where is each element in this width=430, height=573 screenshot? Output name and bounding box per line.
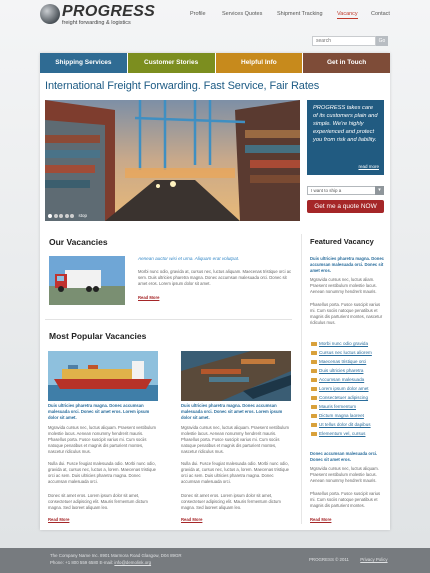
nav-helpful-info[interactable]: Helpful Info [216,53,304,73]
get-quote-button[interactable]: Get me a quote NOW [307,200,384,213]
slider-stop-button[interactable]: stop [78,213,88,218]
list-item[interactable]: Elementum vel, cursus [311,429,372,438]
footer-address: The Company Name Inc. 8901 Marmora Road Glasgow, D04 89GR [50,553,182,558]
slider-dot[interactable] [48,214,52,218]
topnav-shipment-tracking[interactable]: Shipment Tracking [277,11,323,17]
featured-links-list [311,339,372,438]
popular-col1-paragraph: Nulla dui. Fusce feugiat malesuada odio. Morbi nunc odio, gravida at, cursus nec, luctus a, lorem. Maecenas tristique orci ac sem. Duis ultricies pharetra magna. Donec accumsan malesuada orci. [48,461,156,484]
bullet-icon [311,387,317,391]
container-port-image [181,351,291,401]
nav-customer-stories[interactable]: Customer Stories [128,53,216,73]
search-go-button[interactable]: Go [376,36,388,46]
bullet-icon [311,378,317,382]
list-item[interactable]: Mauris fermentum [311,402,372,411]
list-item[interactable]: Cursus nec luctus aliorem [311,348,372,357]
list-item[interactable]: Dictum magna laoreet [311,411,372,420]
popular-col1-paragraph: Mgravida cursus nec, luctus aliquam. Praesent vestibulum molestie lacus. Aenean nonummy hendrerit mauris. Phasellus porta. Fusce suscipit varius mi. Cum sociis natoque penatibus et magnis dis parturient montes, nascetur ridiculus mus. [48,425,156,454]
footer-email-link[interactable]: info@demolink.org [114,560,152,565]
list-item[interactable]: Ut tellus dolor dit dapibus [311,420,372,429]
list-item[interactable]: Maecenas tristique orci [311,357,372,366]
featured-paragraph: Phasellus porta. Fusce suscipit varius mi. Cum sociis natoque penatibus et magnis dis parturient montes, nascetur ridiculus mus. [310,302,383,325]
brand-tagline: freight forwarding & logistics [62,20,131,26]
vacancy-link[interactable]: Aenean auctor wisi et urna. Aliquam erat volutpat. [138,256,240,261]
page-headline: International Freight Forwarding. Fast Service, Fair Rates [45,80,320,92]
slider-dot[interactable] [54,214,58,218]
popular-col2-read-more[interactable]: Read More [181,517,203,522]
top-navigation [185,11,395,21]
popular-col1-paragraph: Donec sit amet eros. Lorem ipsum dolor sit amet, consectetuer adipiscing elit. Mauris fermentum dictum magna. Sed laoreet aliquam leo. [48,493,148,510]
chevron-down-icon[interactable]: ▾ [375,186,384,195]
footer-phone: Phone: +1 800 559 6580 [50,560,99,565]
nav-get-in-touch[interactable]: Get in Touch [303,53,390,73]
our-vacancies-title: Our Vacancies [49,237,108,247]
topnav-profile[interactable]: Profile [190,11,206,17]
bullet-icon [311,342,317,346]
featured-lead: Donec accumsan malesuada orci. Donec sit amet eros. [310,451,378,462]
slider-pagination [48,213,87,218]
brand-name[interactable]: PROGRESS [62,3,156,20]
our-vacancies-read-more[interactable]: Read More [138,295,160,300]
promo-text: PROGRESS takes care of its customers plain and simple. We're highly experienced and protect you from risk and liability. [313,105,378,143]
slider-dot[interactable] [70,214,74,218]
most-popular-title: Most Popular Vacancies [49,331,147,341]
our-vacancies-text: Morbi nunc odio, gravida at, cursus nec, luctus aliquam. Maecenas tristique orci ac sem. Duis ultricies pharetra magna. Donec accumsan malesuada orci. Donec sit amet eros. Lorem ipsum dolor sit amet. [138,269,292,286]
list-item[interactable]: Accumsan malesuada [311,375,372,384]
bullet-icon [311,423,317,427]
footer [0,548,430,573]
featured-paragraph: Phasellus porta. Fusce suscipit varius mi. Cum sociis natoque penatibus et magnis dis parturient montes. [310,491,381,508]
cargo-ship-image [48,351,158,401]
main-navigation [40,53,390,73]
popular-col1-lead: Duis ultricies pharetra magna. Donec accumsan malesuada orci. Donec sit amet eros. Lorem ipsum dolor sit amet. [48,403,150,420]
globe-logo-icon[interactable] [40,4,60,24]
popular-col2-paragraph: Donec sit amet eros. Lorem ipsum dolor sit amet, consectetuer adipiscing elit. Mauris fermentum dictum magna. Sed laoreet aliquam leo. [181,493,281,510]
promo-read-more-link[interactable]: read more [358,164,379,169]
list-item[interactable]: Lorem ipsum dolor amet [311,384,372,393]
popular-col2-lead: Duis ultricies pharetra magna. Donec accumsan malesuada orci. Donec sit amet eros. Lorem ipsum dolor sit amet. [181,403,283,420]
port-cranes-illustration [45,100,300,221]
featured-paragraph: Mgravida cursus nec, luctus aliquam. Praesent vestibulum molestie lacus. Aenean nonummy hendrerit mauris. [310,466,379,483]
bullet-icon [311,369,317,373]
footer-email-label: E-mail: [99,560,114,565]
column-divider [301,234,302,524]
truck-image [49,256,125,305]
list-item[interactable]: Consectetuer adipiscing [311,393,372,402]
list-item[interactable]: Morbi nunc odio gravida [311,339,372,348]
popular-col1-read-more[interactable]: Read More [48,517,70,522]
ship-type-select[interactable]: I want to ship a [307,186,384,195]
footer-copyright: PROGRESS © 2011 [309,557,350,562]
promo-box [307,100,384,175]
footer-right [309,557,388,562]
privacy-policy-link[interactable]: Privacy Policy [360,557,388,562]
bullet-icon [311,432,317,436]
bullet-icon [311,360,317,364]
bullet-icon [311,396,317,400]
footer-address-block [50,552,182,566]
featured-paragraph: Mgravida cursus nec, luctus aliam. Praesent vestibulum molestie lacus. Aenean nonummy hendrerit mauris. [310,277,377,294]
hero-slider-image[interactable] [45,100,300,221]
bullet-icon [311,414,317,418]
divider [45,319,292,320]
popular-col2-paragraph: Nulla dui. Fusce feugiat malesuada odio. Morbi nunc odio, gravida at, cursus nec, luctus a, lorem. Maecenas tristique orci ac sem. Duis ultricies pharetra magna. Donec accumsan malesuada orci. [181,461,289,484]
nav-shipping-services[interactable]: Shipping Services [40,53,128,73]
bullet-icon [311,405,317,409]
featured-vacancy-title: Featured Vacancy [310,237,374,246]
slider-dot[interactable] [65,214,69,218]
slider-dot[interactable] [59,214,63,218]
list-item[interactable]: Duis ultricies pharetra [311,366,372,375]
footer-contact [50,559,182,566]
topnav-contact[interactable]: Contact [371,11,390,17]
bullet-icon [311,351,317,355]
popular-col2-paragraph: Mgravida cursus nec, luctus aliquam. Praesent vestibulum molestie lacus. Aenean nonummy hendrerit mauris. Phasellus porta. Fusce suscipit varius mi. Cum sociis natoque penatibus et magnis dis parturient montes, nascetur ridiculus mus. [181,425,289,454]
topnav-services-quotes[interactable]: Services Quotes [222,11,263,17]
search-input[interactable] [312,36,376,46]
featured-read-more[interactable]: Read More [310,517,332,522]
featured-lead: Duis ultricies pharetra magna. Donec accumsan malesuada orci. Donec sit amet eros. [310,256,385,273]
topnav-vacancy[interactable]: Vacancy [337,11,358,17]
